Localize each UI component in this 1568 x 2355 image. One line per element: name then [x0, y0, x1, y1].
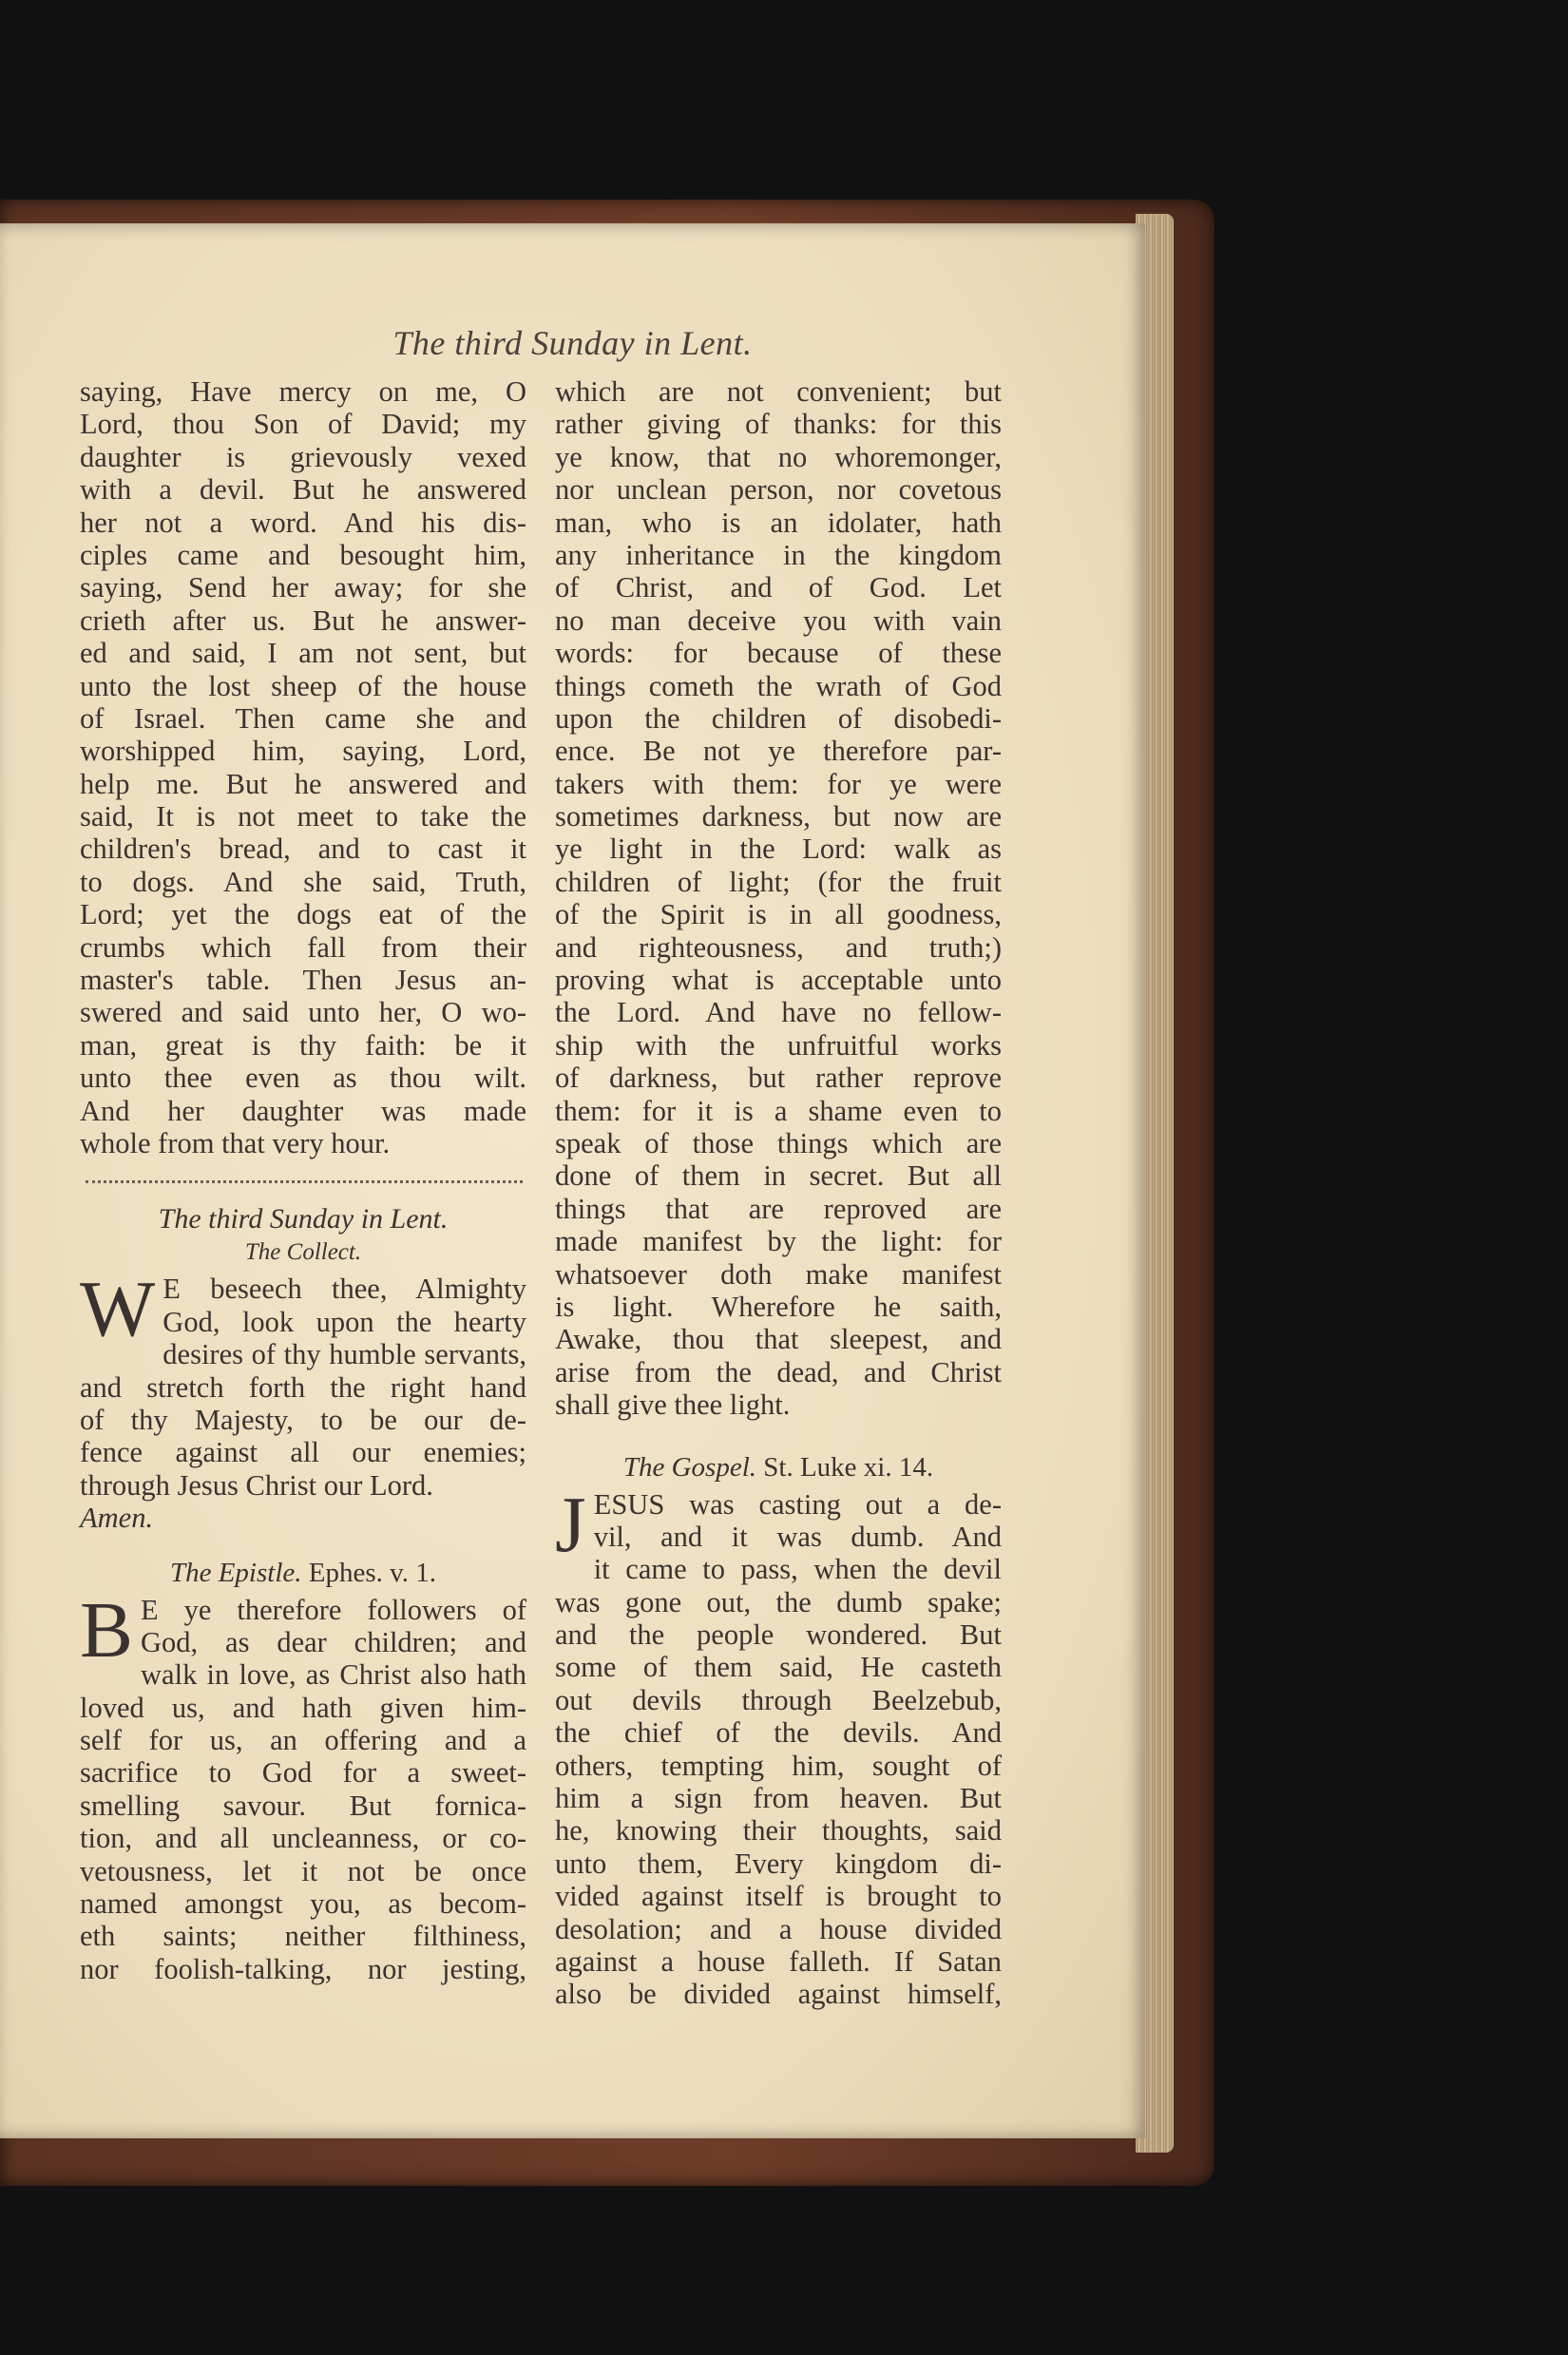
text-line: of darkness, but rather reprove [555, 1062, 1002, 1095]
text-line: sacrifice to God for a sweet- [80, 1756, 526, 1790]
text-line: God, look upon the hearty [163, 1305, 526, 1338]
text-line: self for us, an offering and a [80, 1724, 526, 1757]
text-line: things cometh the wrath of God [555, 669, 1002, 702]
text-line: E ye therefore followers of [141, 1593, 526, 1626]
text-line: he, knowing their thoughts, said [555, 1814, 1002, 1848]
text-line: takers with them: for ye were [555, 767, 1002, 800]
text-line: and righteousness, and truth;) [555, 930, 1002, 964]
text-line: words: for because of these [555, 637, 1002, 670]
text-line: worshipped him, saying, Lord, [80, 735, 526, 768]
text-line: said, It is not meet to take the [80, 800, 526, 833]
gospel-dropcap: J [555, 1480, 586, 1569]
text-line: ciples came and besought him, [80, 538, 526, 571]
text-line: desires of thy humble servants, [163, 1338, 526, 1371]
text-line: named amongst you, as becom- [80, 1887, 526, 1921]
text-line: made manifest by the light: for [555, 1225, 1002, 1258]
text-line: arise from the dead, and Christ [555, 1355, 1002, 1388]
text-line: vided against itself is brought to [555, 1880, 1002, 1913]
right-column [555, 375, 1002, 2011]
gospel-text [555, 1480, 1002, 2011]
text-line: which are not convenient; but [555, 375, 1002, 408]
text-line: of Israel. Then came she and [80, 701, 526, 735]
text-line: is light. Wherefore he saith, [555, 1290, 1002, 1323]
text-line: ye light in the Lord: walk as [555, 833, 1002, 866]
text-line: unto the lost sheep of the house [80, 669, 526, 702]
text-line: her not a word. And his dis- [80, 506, 526, 539]
text-line: man, great is thy faith: be it [80, 1028, 526, 1062]
epistle-dropcap: B [80, 1585, 134, 1675]
text-line: through Jesus Christ our Lord. [80, 1468, 433, 1502]
text-line: Awake, thou that sleepest, and [555, 1323, 1002, 1356]
gospel-continued-text [80, 375, 526, 1159]
text-line: swered and said unto her, O wo- [80, 996, 526, 1029]
text-line: nor foolish-talking, nor jesting, [80, 1952, 526, 1985]
text-line: any inheritance in the kingdom [555, 538, 1002, 571]
text-line: ed and said, I am not sent, but [80, 637, 526, 670]
text-line: and the people wondered. But [555, 1618, 1002, 1652]
text-line: Lord, thou Son of David; my [80, 408, 526, 441]
text-line: smelling savour. But fornica- [80, 1789, 526, 1822]
epistle-continued-text [555, 375, 1002, 1422]
section-title: The third Sunday in Lent. [158, 1203, 449, 1235]
text-line: walk in love, as Christ also hath [141, 1658, 526, 1692]
text-line: help me. But he answered and [80, 767, 526, 800]
text-line: vetousness, let it not be once [80, 1854, 526, 1887]
collect-dropcap: W [80, 1265, 156, 1354]
text-line: crieth after us. But he answer- [80, 603, 526, 637]
text-line: desolation; and a house divided [555, 1912, 1002, 1945]
text-line: with a devil. But he answered [80, 473, 526, 507]
text-line: to dogs. And she said, Truth, [80, 865, 526, 898]
text-line: loved us, and hath given him- [80, 1691, 526, 1724]
text-line: saying, Send her away; for she [80, 571, 526, 604]
text-line: children's bread, and to cast it [80, 833, 526, 866]
collect-heading: The Collect. [244, 1239, 362, 1266]
running-head: The third Sunday in Lent. [392, 324, 753, 362]
text-line: of thy Majesty, to be our de- [80, 1403, 526, 1436]
epistle-ref: Ephes. v. 1. [308, 1557, 437, 1588]
text-line: out devils through Beelzebub, [555, 1683, 1002, 1716]
text-line: ye know, that no whoremonger, [555, 440, 1002, 473]
text-line: speak of those things which are [555, 1126, 1002, 1159]
text-line: the chief of the devils. And [555, 1716, 1002, 1750]
text-line: daughter is grievously vexed [80, 440, 526, 473]
text-line: him a sign from heaven. But [555, 1782, 1002, 1815]
text-line: proving what is acceptable unto [555, 964, 1002, 997]
text-line: others, tempting him, sought of [555, 1749, 1002, 1782]
text-line: shall give thee light. [555, 1388, 791, 1422]
gospel-paragraph [555, 1480, 1002, 2011]
text-line: vil, and it was dumb. And [593, 1520, 1002, 1553]
text-line: children of light; (for the fruit [555, 865, 1002, 898]
text-line: upon the children of disobedi- [555, 701, 1002, 735]
text-line: and stretch forth the right hand [80, 1370, 526, 1404]
epistle-paragraph [80, 1585, 526, 1986]
text-line: against a house falleth. If Satan [555, 1944, 1002, 1978]
text-line: whatsoever doth make manifest [555, 1257, 1002, 1291]
gospel-ref: St. Luke xi. 14. [763, 1451, 934, 1483]
text-line: sometimes darkness, but now are [555, 800, 1002, 833]
text-line: ship with the unfruitful works [555, 1028, 1002, 1062]
gospel-heading [555, 1450, 1002, 1484]
text-line: unto them, Every kingdom di- [555, 1847, 1002, 1880]
text-line: the Lord. And have no fellow- [555, 996, 1002, 1029]
text-line: of the Spirit is in all goodness, [555, 898, 1002, 931]
epistle-label: The Epistle. [169, 1557, 302, 1588]
text-line: of Christ, and of God. Let [555, 571, 1002, 604]
text-line: eth saints; neither filthiness, [80, 1920, 526, 1953]
text-line: man, who is an idolater, hath [555, 506, 1002, 539]
text-line: was gone out, the dumb spake; [555, 1585, 1002, 1618]
epistle-text [80, 1585, 526, 1986]
text-line: God, as dear children; and [141, 1625, 526, 1658]
text-line: them: for it is a shame even to [555, 1094, 1002, 1127]
text-line: unto thee even as thou wilt. [80, 1062, 526, 1095]
text-line: nor unclean person, nor covetous [555, 473, 1002, 507]
text-line: rather giving of thanks: for this [555, 408, 1002, 441]
text-line: Lord; yet the dogs eat of the [80, 898, 526, 931]
left-column [80, 375, 526, 1985]
section-divider [86, 1180, 523, 1183]
collect-amen: Amen. [80, 1502, 154, 1535]
text-line: tion, and all uncleanness, or co- [80, 1822, 526, 1855]
text-line: And her daughter was made [80, 1094, 526, 1127]
text-line: no man deceive you with vain [555, 603, 1002, 637]
text-line: some of them said, He casteth [555, 1651, 1002, 1684]
text-line: saying, Have mercy on me, O [80, 375, 526, 408]
text-line: things that are reproved are [555, 1192, 1002, 1225]
epistle-heading [80, 1556, 526, 1590]
text-line: crumbs which fall from their [80, 930, 526, 964]
text-line: it came to pass, when the devil [593, 1553, 1002, 1586]
text-line: ence. Be not ye therefore par- [555, 735, 1002, 768]
text-line: also be divided against himself, [555, 1978, 1002, 2011]
text-line: ESUS was casting out a de- [593, 1487, 1002, 1521]
text-line: E beseech thee, Almighty [163, 1273, 526, 1306]
text-line: master's table. Then Jesus an- [80, 964, 526, 997]
collect-paragraph [80, 1265, 526, 1535]
text-line: whole from that very hour. [80, 1126, 391, 1159]
text-line: fence against all our enemies; [80, 1436, 526, 1469]
text-line: done of them in secret. But all [555, 1159, 1002, 1193]
gospel-label: The Gospel. [622, 1451, 757, 1483]
